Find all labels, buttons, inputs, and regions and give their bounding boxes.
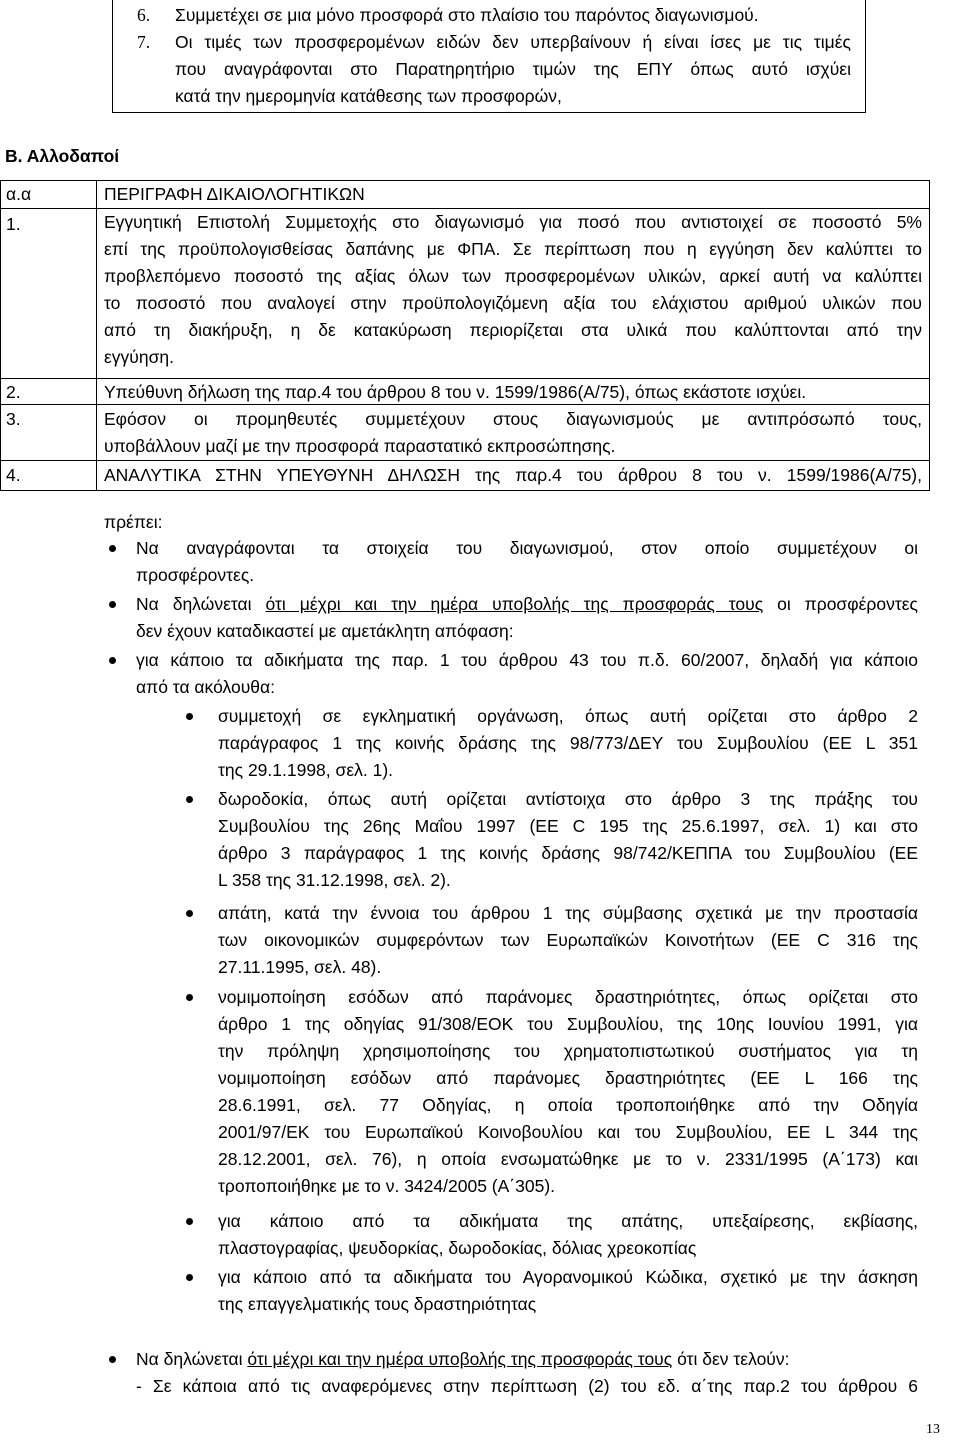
- text-line: 27.11.1995, σελ. 48).: [218, 957, 382, 977]
- text-line: που αναγράφονται στο Παρατηρητήριο τιμών της ΕΠΥ όπως αυτό ισχύει: [175, 59, 851, 79]
- text-line: από τη διακήρυξη, η δε κατακύρωση περιορίζεται στα υλικά που καλύπτονται από την: [104, 320, 922, 340]
- text-span: ότι δεν τελούν:: [672, 1349, 790, 1369]
- text-line: Οι τιμές των προσφερομένων ειδών δεν υπερβαίνουν ή είναι ίσες με τις τιμές: [175, 32, 851, 52]
- table-header-title: ΠΕΡΙΓΡΑΦΗ ΔΙΚΑΙΟΛΟΓΗΤΙΚΩΝ: [104, 184, 365, 204]
- bullet-icon: [109, 601, 116, 608]
- table-row-text: Υπεύθυνη δήλωση της παρ.4 του άρθρου 8 του ν. 1599/1986(Α/75), όπως εκάστοτε ισχύει.: [104, 382, 807, 402]
- table-border-bottom: [96, 490, 930, 491]
- text-line: Συμβουλίου της 26ης Μαΐου 1997 (ΕΕ C 195 της 25.6.1997, σελ. 1) και στο: [218, 816, 918, 836]
- table-row-number: 4.: [6, 465, 21, 485]
- table-row-number: 3.: [6, 409, 21, 429]
- table-row-divider: [0, 490, 97, 491]
- table-column-divider: [96, 180, 97, 491]
- text-line: πλαστογραφίας, ψευδορκίας, δωροδοκίας, δόλιας χρεοκοπίας: [218, 1238, 697, 1258]
- bullet-icon: [186, 1218, 193, 1225]
- text-line: Να αναγράφονται τα στοιχεία του διαγωνισμού, στον οποίο συμμετέχουν οι: [136, 538, 918, 558]
- text-line: νομιμοποίηση εσόδων από παράνομες δραστηριότητες (ΕΕ L 166 της: [218, 1068, 918, 1088]
- text-line: το ποσοστό που αναλογεί στην προϋπολογιζόμενη αξία του ελάχιστου αριθμού υλικών που: [104, 293, 922, 313]
- text-line: προσφέροντες.: [136, 565, 255, 585]
- bullet-item: [136, 647, 918, 701]
- page-number: 13: [926, 1422, 940, 1437]
- text-line: [136, 1346, 918, 1373]
- bullet-icon: [186, 1274, 193, 1281]
- text-line: 28.12.2001, σελ. 76), η οποία ενσωματώθηκε με το ν. 2331/1995 (Α΄173) και: [218, 1149, 918, 1169]
- bullet-item: [136, 1346, 918, 1400]
- text-line: Εγγυητική Επιστολή Συμμετοχής στο διαγωνισμό για ποσό που αντιστοιχεί σε ποσοστό 5%: [104, 212, 922, 232]
- section-heading: Β. Αλλοδαποί: [5, 146, 120, 166]
- text-span: Να δηλώνεται: [136, 1349, 248, 1369]
- text-line: δωροδοκία, όπως αυτή ορίζεται αντίστοιχα στο άρθρο 3 της πράξης του: [218, 789, 918, 809]
- text-line: των οικονομικών συμφερόντων των Ευρωπαϊκών Κοινοτήτων (ΕΕ C 316 της: [218, 930, 918, 950]
- bullet-icon: [186, 994, 193, 1001]
- bullet-icon: [186, 910, 193, 917]
- bullet-item: [136, 535, 918, 589]
- item-number: 6.: [137, 5, 151, 25]
- text-line: κατά την ημερομηνία κατάθεσης των προσφορών,: [175, 86, 562, 106]
- text-line: - Σε κάποια από τις αναφερόμενες στην περίπτωση (2) του εδ. α΄της παρ.2 του άρθρου 6: [136, 1376, 918, 1396]
- text-line: για κάποιο από τα αδικήματα της απάτης, υπεξαίρεσης, εκβίασης,: [218, 1211, 918, 1231]
- text-span: οι προσφέροντες: [763, 594, 918, 614]
- bullet-item: [136, 591, 918, 645]
- table-row-text: [104, 462, 922, 489]
- text-line: άρθρο 3 παράγραφος 1 της κοινής δράσης 98/742/ΚΕΠΠΑ του Συμβουλίου (ΕΕ: [218, 843, 918, 863]
- table-border-right: [929, 180, 930, 491]
- item-text: [175, 29, 851, 110]
- intro-text: πρέπει:: [104, 512, 163, 532]
- underlined-text: ότι μέχρι και την ημέρα υποβολής της προσφοράς τους: [265, 594, 764, 614]
- text-line: για κάποιο από τα αδικήματα του Αγορανομικού Κώδικα, σχετικό με την άσκηση: [218, 1267, 918, 1287]
- text-line: υποβάλλουν μαζί με την προσφορά παραστατικό εκπροσώπησης.: [104, 436, 616, 456]
- item-text: Συμμετέχει σε μια μόνο προσφορά στο πλαίσιο του παρόντος διαγωνισμού.: [175, 5, 759, 25]
- bullet-icon: [109, 1356, 116, 1363]
- bullet-icon: [186, 796, 193, 803]
- text-line: δεν έχουν καταδικαστεί με αμετάκλητη απόφαση:: [136, 621, 514, 641]
- text-line: την πρόληψη χρησιμοποίησης του χρηματοπιστωτικού συστήματος για τη: [218, 1041, 918, 1061]
- text-line: της επαγγελματικής τους δραστηριότητας: [218, 1294, 537, 1314]
- text-line: νομιμοποίηση εσόδων από παράνομες δραστηριότητες, όπως ορίζεται στο: [218, 987, 918, 1007]
- text-line: ΑΝΑΛΥΤΙΚΑ ΣΤΗΝ ΥΠΕΥΘΥΝΗ ΔΗΛΩΣΗ της παρ.4 του άρθρου 8 του ν. 1599/1986(Α/75),: [104, 465, 922, 485]
- text-line: επί της προϋπολογισθείσας δαπάνης με ΦΠΑ. Σε περίπτωση που η εγγύηση δεν καλύπτει το: [104, 239, 922, 259]
- table-row-divider: [0, 460, 930, 461]
- sub-bullet-item: [218, 1264, 918, 1318]
- text-line: της 29.1.1998, σελ. 1).: [218, 760, 394, 780]
- sub-bullet-item: [218, 900, 918, 981]
- text-line: τροποποιήθηκε με το ν. 3424/2005 (Α΄305).: [218, 1176, 556, 1196]
- text-line: απάτη, κατά την έννοια του άρθρου 1 της σύμβασης σχετικά με την προστασία: [218, 903, 918, 923]
- table-row-number: 2.: [6, 382, 21, 402]
- item-number: 7.: [137, 32, 151, 52]
- sub-bullet-item: [218, 984, 918, 1200]
- text-line: παράγραφος 1 της κοινής δράσης της 98/773/ΔΕΥ του Συμβουλίου (ΕΕ L 351: [218, 733, 918, 753]
- sub-bullet-item: [218, 1208, 918, 1262]
- underlined-text: ότι μέχρι και την ημέρα υποβολής της προσφοράς τους: [247, 1349, 673, 1369]
- table-row-text: [104, 406, 922, 460]
- text-line: από τα ακόλουθα:: [136, 677, 275, 697]
- sub-bullet-item: [218, 786, 918, 894]
- text-line: εγγύηση.: [104, 347, 174, 367]
- bullet-icon: [186, 713, 193, 720]
- text-line: προβλεπόμενο ποσοστό της αξίας όλων των προσφερομένων υλικών, αρκεί αυτή να καλύπτει: [104, 266, 922, 286]
- text-line: 2001/97/ΕΚ του Ευρωπαϊκού Κοινοβουλίου και του Συμβουλίου, ΕΕ L 344 της: [218, 1122, 918, 1142]
- table-row-text: [104, 209, 922, 371]
- bullet-icon: [109, 657, 116, 664]
- table-header-code: α.α: [6, 184, 32, 204]
- table-border-left: [0, 180, 1, 491]
- text-line: 28.6.1991, σελ. 77 Οδηγίας, η οποία τροποποιήθηκε από την Οδηγία: [218, 1095, 918, 1115]
- sub-bullet-item: [218, 703, 918, 784]
- text-line: για κάποιο τα αδικήματα της παρ. 1 του άρθρου 43 του π.δ. 60/2007, δηλαδή για κάποιο: [136, 650, 918, 670]
- text-line: [136, 591, 918, 618]
- table-row-number: 1.: [6, 214, 21, 234]
- text-line: Εφόσον οι προμηθευτές συμμετέχουν στους διαγωνισμούς με αντιπρόσωπό τους,: [104, 409, 922, 429]
- text-line: άρθρο 1 της οδηγίας 91/308/ΕΟΚ του Συμβουλίου, της 10ης Ιουνίου 1991, για: [218, 1014, 918, 1034]
- bullet-icon: [109, 545, 116, 552]
- text-line: L 358 της 31.12.1998, σελ. 2).: [218, 870, 451, 890]
- text-line: συμμετοχή σε εγκληματική οργάνωση, όπως αυτή ορίζεται στο άρθρο 2: [218, 706, 918, 726]
- top-conditions-box: [112, 0, 866, 113]
- text-span: Να δηλώνεται: [136, 594, 266, 614]
